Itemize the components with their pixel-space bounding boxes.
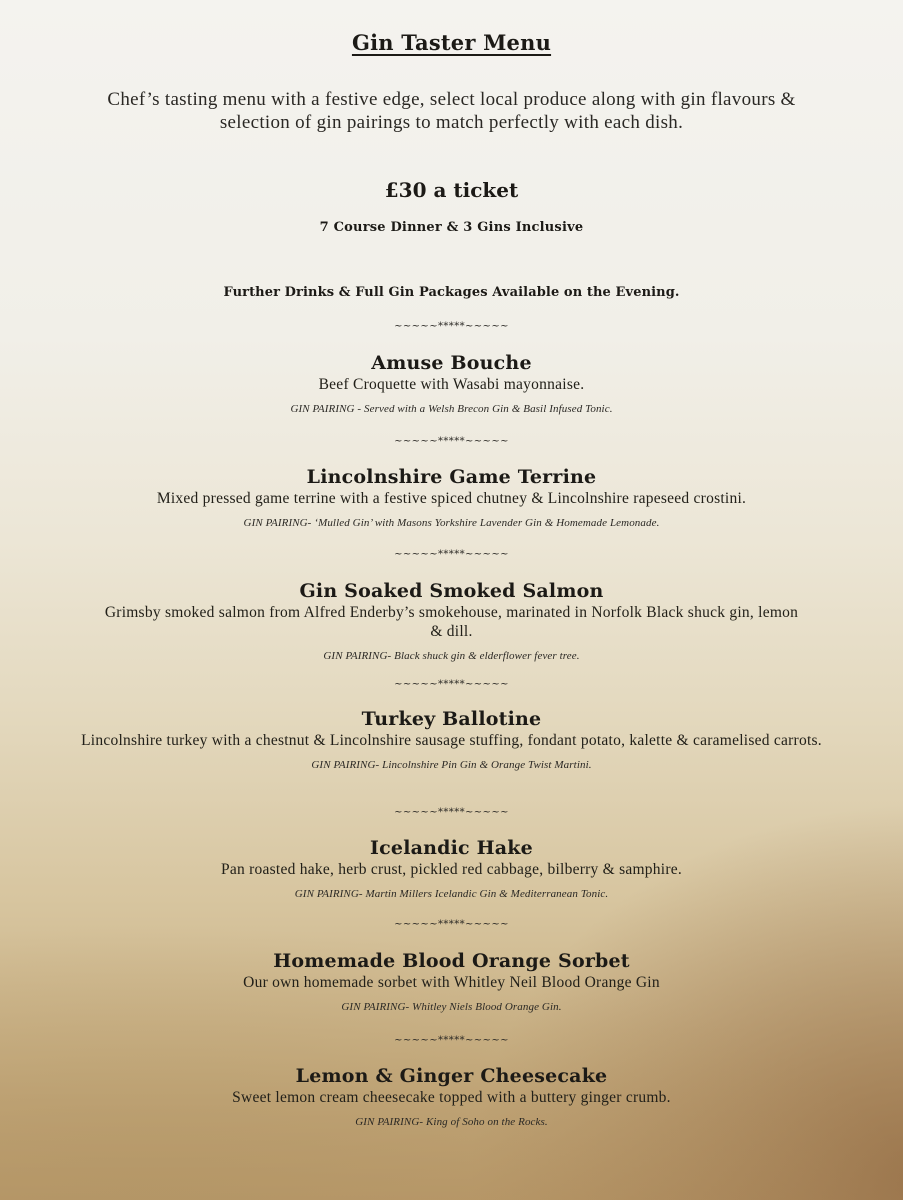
- course-name: Homemade Blood Orange Sorbet: [273, 950, 630, 972]
- course-name: Amuse Bouche: [371, 352, 532, 374]
- course-name: Lemon & Ginger Cheesecake: [295, 1065, 608, 1087]
- course-description: Pan roasted hake, herb crust, pickled red cabbage, bilberry & samphire.: [220, 861, 683, 878]
- course-amuse-bouche: [60, 351, 843, 416]
- course-description: Mixed pressed game terrine with a festive spiced chutney & Lincolnshire rapeseed crostini.: [156, 490, 747, 507]
- gin-pairing: GIN PAIRING - Served with a Welsh Brecon Gin & Basil Infused Tonic.: [290, 403, 613, 415]
- course-description: Grimsby smoked salmon from Alfred Enderby’s smokehouse, marinated in Norfolk Black shuck gin, lemon & dill.: [104, 604, 799, 640]
- ticket-price: £30 a ticket: [384, 178, 519, 202]
- divider: ~~~~~*****~~~~~: [394, 807, 509, 818]
- course-game-terrine: [60, 465, 843, 530]
- gin-pairing: GIN PAIRING- ‘Mulled Gin’ with Masons Yorkshire Lavender Gin & Homemade Lemonade.: [243, 517, 660, 529]
- further-drinks-note: Further Drinks & Full Gin Packages Available on the Evening.: [223, 285, 680, 300]
- course-smoked-salmon: [60, 579, 843, 663]
- course-blood-orange-sorbet: [60, 949, 843, 1014]
- course-name: Lincolnshire Game Terrine: [306, 466, 597, 488]
- course-description: Beef Croquette with Wasabi mayonnaise.: [318, 376, 585, 393]
- course-description: Sweet lemon cream cheesecake topped with a buttery ginger crumb.: [232, 1089, 671, 1106]
- gin-pairing: GIN PAIRING- Lincolnshire Pin Gin & Orange Twist Martini.: [311, 759, 592, 771]
- divider: ~~~~~*****~~~~~: [394, 549, 509, 560]
- course-description: Our own homemade sorbet with Whitley Neil Blood Orange Gin: [243, 974, 660, 991]
- menu-title: Gin Taster Menu: [351, 30, 552, 55]
- divider: ~~~~~*****~~~~~: [394, 436, 509, 447]
- gin-pairing: GIN PAIRING- Whitley Niels Blood Orange Gin.: [341, 1001, 562, 1013]
- course-name: Gin Soaked Smoked Salmon: [299, 580, 604, 602]
- gin-pairing: GIN PAIRING- Martin Millers Icelandic Gin & Mediterranean Tonic.: [294, 888, 609, 900]
- menu-intro: Chef’s tasting menu with a festive edge, select local produce along with gin flavours & selection of gin pairings to match perfectly with each dish.: [107, 89, 796, 133]
- divider: ~~~~~*****~~~~~: [394, 919, 509, 930]
- course-turkey-ballotine: [60, 707, 843, 772]
- gin-pairing: GIN PAIRING- Black shuck gin & elderflower fever tree.: [323, 650, 580, 662]
- inclusive-note: 7 Course Dinner & 3 Gins Inclusive: [319, 220, 584, 235]
- course-icelandic-hake: [60, 836, 843, 901]
- gin-pairing: GIN PAIRING- King of Soho on the Rocks.: [355, 1116, 548, 1128]
- divider: ~~~~~*****~~~~~: [394, 321, 509, 332]
- course-cheesecake: [60, 1064, 843, 1129]
- course-name: Icelandic Hake: [370, 837, 533, 859]
- divider: ~~~~~*****~~~~~: [394, 1035, 509, 1046]
- course-description: Lincolnshire turkey with a chestnut & Lincolnshire sausage stuffing, fondant potato, kalette & caramelised carrots.: [81, 732, 822, 749]
- divider: ~~~~~*****~~~~~: [394, 679, 509, 690]
- course-name: Turkey Ballotine: [361, 708, 542, 730]
